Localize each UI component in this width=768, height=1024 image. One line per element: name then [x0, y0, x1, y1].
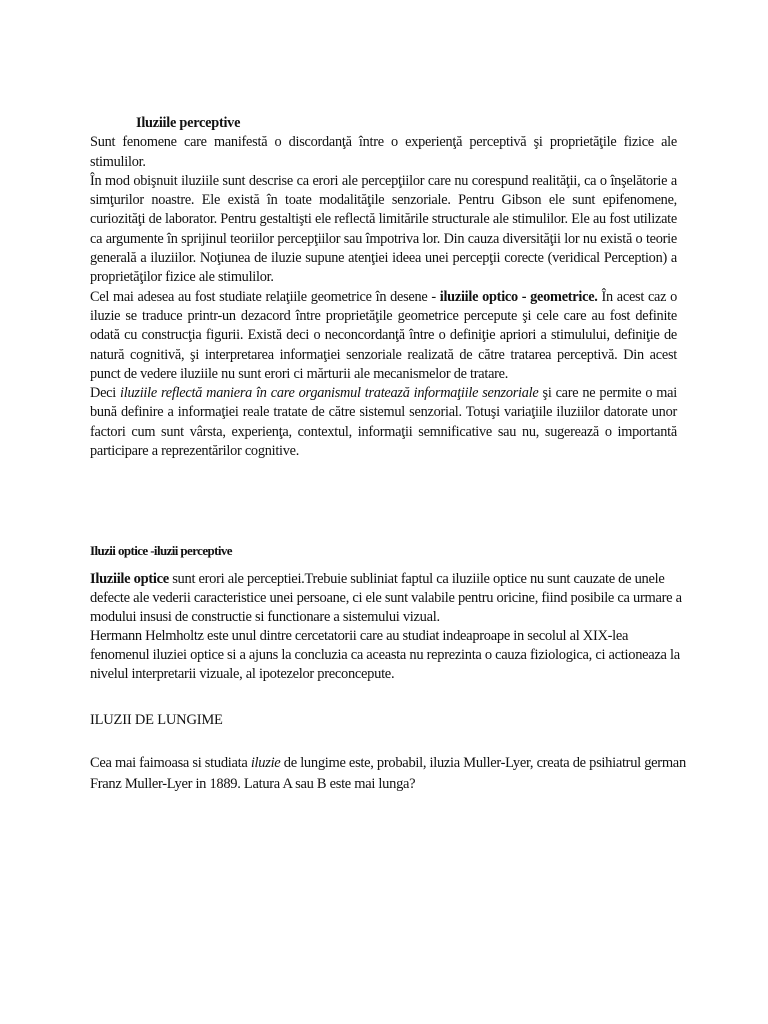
bold-term-optical-illusions: Iluziile optice: [90, 571, 169, 587]
paragraph-muller-lyer: [90, 753, 690, 795]
text-run: Cea mai faimoasa si studiata: [90, 755, 251, 771]
paragraph-errors: În mod obişnuit iluziile sunt descrise ca erori ale percepţiilor care nu corespund realităţii, ca o înşelătorie a simţurilor noastre. Ele există în toate modalităţile senzoriale. Pentru Gibson ele sunt epifenomene, curiozităţi de laborator. Pentru gestaltişti ele reflectă limitările structurale ale stimulilor. Ele au fost utilizate ca argumente în sprijinul teoriilor percepţiilor sau împotriva lor. Din cauza diversităţii lor nu există o teorie generală a iluziilor. Noţiunea de iluzie supune atenţiei ideea unei percepţii corecte (veridical Perception) a proprietăţilor fizice ale stimulilor.: [90, 172, 677, 286]
italic-word-iluzie: iluzie: [250, 755, 281, 771]
bold-term-optico-geometric: iluziile optico - geometrice.: [439, 288, 598, 305]
paragraph-optical-errors: [90, 570, 690, 627]
text-run: de lungime este, probabil, iluzia Muller-Lyer, creata de psihiatrul german Franz Muller-Lyer in 1889. Latura A sau B este mai lunga?: [90, 755, 686, 792]
paragraph-conclusion: [90, 384, 677, 461]
text-run: şi care ne permite o mai bună definire a informaţiei reale tratate de către sistemul senzorial. Totuşi variaţiile iluziilor datorate unor factori cum sunt vârsta, experienţa, contextul, informaţii semnificative sau nu, sugerează o importantă participare a reprezentărilor cognitive.: [90, 385, 677, 460]
section-title-optical-illusions: Iluzii optice -iluzii perceptive: [90, 543, 232, 558]
italic-phrase: iluziile reflectă maniera în care organismul tratează informaţiile senzoriale: [120, 385, 539, 402]
text-run: În acest caz o iluzie se traduce printr-un dezacord între proprietăţile geometrice percepute şi cele care au fost definite odată cu construcţia figurii. Există deci o neconcordanţă între o definiţie apriori a stimulului, definiţie de natură cognitivă, şi interpretarea informaţiei senzoriale realizată de către tratarea perceptivă. Din acest punct de vedere iluziile nu sunt erori ci mărturii ale mecanismelor de tratare.: [90, 288, 678, 382]
section-length-illusions: [90, 753, 690, 795]
paragraph-definition: Sunt fenomene care manifestă o discordanţă între o experienţă perceptivă şi proprietăţile fizice ale stimulilor.: [90, 134, 677, 170]
section-title-length-illusions: ILUZII DE LUNGIME: [90, 712, 223, 728]
paragraph-helmholtz: Hermann Helmholtz este unul dintre cercetatorii care au studiat indeaproape in secolul al XIX-lea fenomenul iluziei optice si a ajuns la concluzia ca aceasta nu reprezinta o cauza fiziologica, ci actioneaza la nivelul interpretarii vizuale, al ipotezelor preconcepute.: [90, 628, 680, 682]
section-optical-illusions: [90, 570, 690, 684]
text-run: Deci: [90, 385, 121, 402]
section-perceptual-illusions: [90, 114, 677, 461]
text-run: sunt erori ale perceptiei.Trebuie subliniat faptul ca iluziile optice nu sunt cauzate de unele defecte ale vederii caracteristice unei persoane, ci ele sunt valabile pentru oricine, fiind posibile ca urmare a modului insusi de constructie si functionare a sistemului vizual.: [90, 571, 682, 625]
section-title-perceptual-illusions: Iluziile perceptive: [136, 115, 241, 131]
text-run: Cel mai adesea au fost studiate relaţiile geometrice în desene -: [90, 288, 440, 305]
paragraph-geometric-illusions: [90, 288, 677, 384]
